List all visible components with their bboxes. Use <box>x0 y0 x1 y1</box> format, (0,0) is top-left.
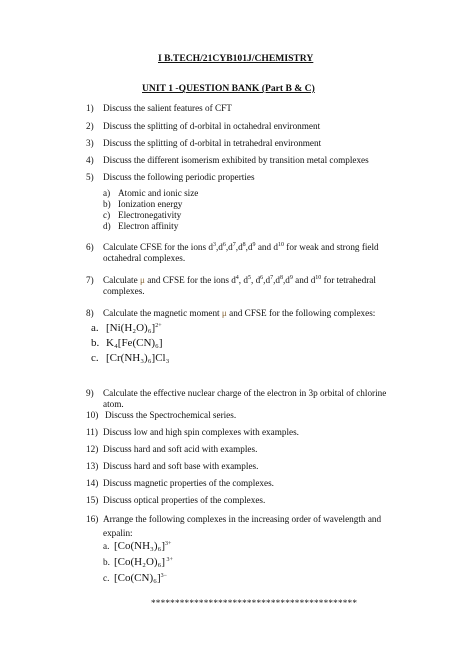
question-text: Discuss optical properties of the complexes. <box>103 495 266 505</box>
complex-formula: K₄[Fe(CN)₆] <box>106 337 163 349</box>
sub-item-text: Electronegativity <box>118 210 182 220</box>
question-number: 12) <box>86 444 99 454</box>
question-number: 14) <box>86 478 99 488</box>
question-text: Discuss magnetic properties of the complexes. <box>103 478 274 488</box>
question-text: Calculate the magnetic moment μ and CFSE for the following complexes: <box>103 308 376 318</box>
question-text: Discuss the following periodic properties <box>103 172 255 182</box>
question-number: 8) <box>86 308 94 318</box>
question-number: 7) <box>86 275 94 285</box>
question-text-continued: atom. <box>103 399 124 409</box>
question-number: 16) <box>86 514 99 524</box>
question-text: Calculate CFSE for the ions $d^3,d^6,d^7,d^8,d^9$ and $d^{10}$ for weak and strong field <box>103 242 379 252</box>
sub-item-label: a. <box>91 322 99 334</box>
sub-item-label: c. <box>103 573 110 583</box>
question-number: 4) <box>86 155 94 165</box>
sub-item-text: Electron affinity <box>118 221 179 231</box>
question-text-continued: complexes. <box>103 286 145 296</box>
sub-item-label: d) <box>103 221 111 231</box>
question-text: Discuss hard and soft acid with examples. <box>103 444 258 454</box>
question-text: Calculate the effective nuclear charge of the electron in 3p orbital of chlorine <box>103 388 387 398</box>
sub-item-label: c) <box>103 210 111 220</box>
question-number: 5) <box>86 172 94 182</box>
sub-item-label: b. <box>103 557 110 567</box>
question-number: 11) <box>86 427 98 437</box>
sub-item-label: b) <box>103 199 111 209</box>
page-title: UNIT 1 -QUESTION BANK (Part B & C) <box>142 83 315 94</box>
sub-item-text: Ionization energy <box>118 199 183 209</box>
question-number: 15) <box>86 495 99 505</box>
course-header: I B.TECH/21CYB101J/CHEMISTRY <box>158 53 314 64</box>
complex-formula: $[Co(CN)_6]^{3-}$ <box>114 572 167 584</box>
sub-item-label: a) <box>103 188 111 198</box>
question-text: Discuss low and high spin complexes with examples. <box>103 427 299 437</box>
complex-formula: $[Co(NH_3)_6]^{3+}$ <box>114 540 172 552</box>
mu-symbol: μ <box>221 308 227 318</box>
question-text: Arrange the following complexes in the increasing order of wavelength and <box>103 514 382 524</box>
question-number: 1) <box>86 103 94 113</box>
question-text: Discuss the salient features of CFT <box>103 103 232 113</box>
question-number: 13) <box>86 461 99 471</box>
question-text: Discuss the different isomerism exhibited by transition metal complexes <box>103 155 369 165</box>
question-number: 6) <box>86 242 94 252</box>
question-number: 3) <box>86 138 94 148</box>
complex-formula: [Cr(NH₃)₆]Cl₃ <box>106 352 170 364</box>
complex-formula: [Co(H₂O)₆] $^{3+}$ <box>114 556 173 568</box>
question-text: Discuss the Spectrochemical series. <box>105 410 237 420</box>
question-text: Discuss the splitting of d-orbital in octahedral environment <box>103 121 321 131</box>
mu-symbol: μ <box>140 275 145 285</box>
footer-divider: ******************************************* <box>151 598 358 608</box>
question-text-continued: expalin: <box>103 528 133 538</box>
sub-item-label: b. <box>91 337 100 349</box>
question-text: Discuss hard and soft base with examples. <box>103 461 259 471</box>
sub-item-text: Atomic and ionic size <box>118 188 199 198</box>
question-number: 10) <box>86 410 99 420</box>
sub-item-label: c. <box>91 352 99 364</box>
question-text: Calculate μ and CFSE for the ions $d^4$, $d^5$, $d^6,d^7,d^8,d^9$ and $d^{10}$ for tetrahedral <box>103 275 376 285</box>
question-text: Discuss the splitting of d-orbital in tetrahedral environment <box>103 138 322 148</box>
complex-formula: $[Ni(H_2O)_6]^{2+}$ <box>106 322 162 334</box>
sub-item-label: a. <box>103 541 110 551</box>
question-number: 2) <box>86 121 94 131</box>
question-text-continued: octahedral complexes. <box>103 253 186 263</box>
question-number: 9) <box>86 388 94 398</box>
